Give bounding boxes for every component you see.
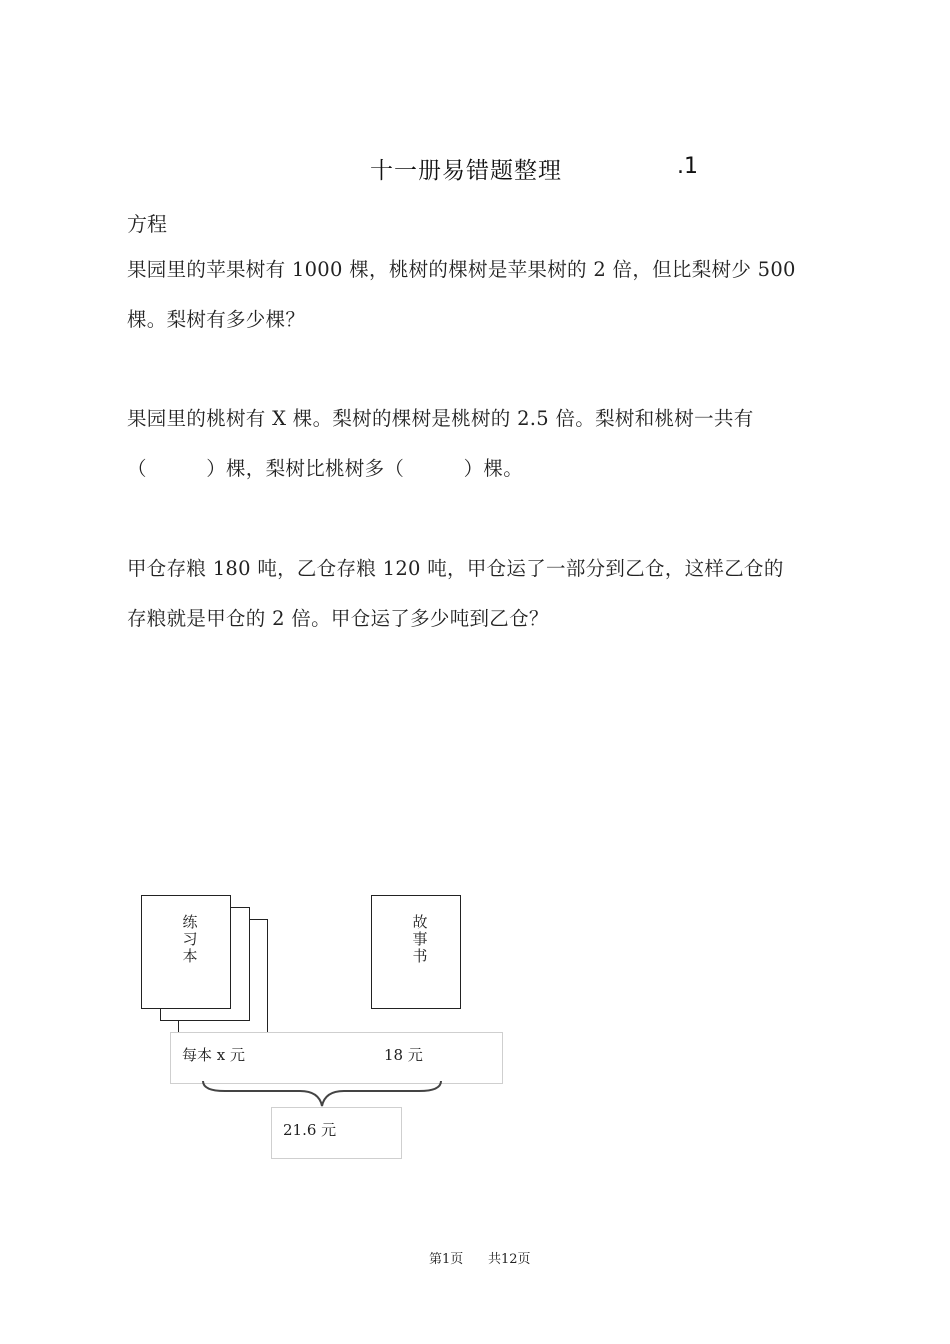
price-story-label: 18 元 bbox=[384, 1046, 423, 1064]
story-book-label: 故 事 书 bbox=[412, 913, 428, 965]
problem-1-line-1: 果园里的苹果树有 1000 棵，桃树的棵树是苹果树的 2 倍，但比梨树少 500 bbox=[127, 258, 796, 281]
problem-2-line-2: （ ）棵，梨树比桃树多（ ）棵。 bbox=[127, 457, 524, 480]
title-suffix: .1 bbox=[677, 154, 698, 179]
exercise-book-label: 练 习 本 bbox=[182, 913, 198, 965]
total-label: 21.6 元 bbox=[283, 1121, 337, 1139]
story-book bbox=[371, 895, 461, 1009]
footer-page-total: 共12页 bbox=[488, 1252, 531, 1267]
page-title: 十一册易错题整理 bbox=[370, 158, 562, 184]
problem-1 bbox=[127, 245, 837, 345]
problem-3 bbox=[127, 544, 837, 644]
problem-2-line-1: 果园里的桃树有 X 棵。梨树的棵树是桃树的 2.5 倍。梨树和桃树一共有 bbox=[127, 407, 754, 430]
problem-2 bbox=[127, 394, 837, 494]
problem-3-line-2: 存粮就是甲仓的 2 倍。甲仓运了多少吨到乙仓？ bbox=[127, 607, 549, 630]
section-heading: 方程 bbox=[127, 212, 167, 236]
exercise-book-front bbox=[141, 895, 231, 1009]
problem-3-line-1: 甲仓存粮 180 吨，乙仓存粮 120 吨，甲仓运了一部分到乙仓，这样乙仓的 bbox=[127, 557, 784, 580]
price-each-label: 每本 x 元 bbox=[182, 1046, 245, 1064]
problem-1-line-2: 棵。梨树有多少棵？ bbox=[127, 308, 306, 331]
footer-page-number: 第1页 bbox=[429, 1252, 464, 1267]
